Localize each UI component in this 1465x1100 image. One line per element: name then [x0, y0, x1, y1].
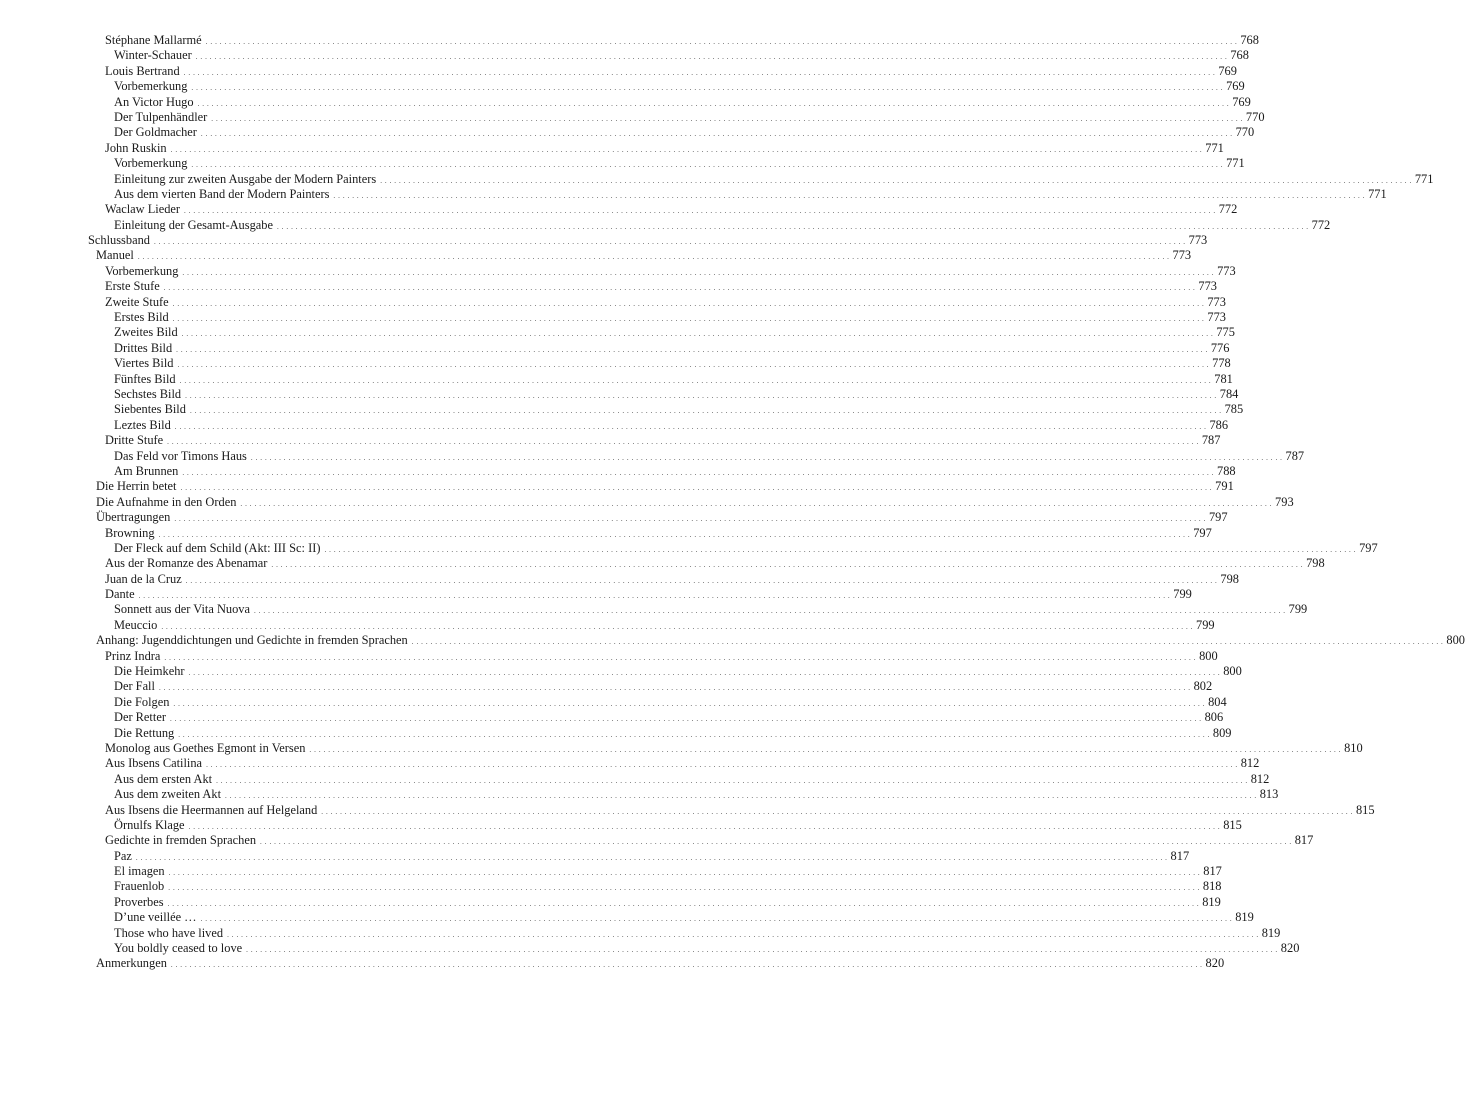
- toc-entry: [0, 479, 1234, 494]
- toc-entry: [0, 310, 1226, 325]
- toc-entry: [0, 510, 1228, 525]
- toc-entry-page-number: 797: [1208, 510, 1228, 525]
- toc-entry-title: John Ruskin: [105, 140, 167, 155]
- dot-leader: . . . . . . . . . . . . . . . . . . . . . . . . . . . . . . . . . . . . . . . . . . . . . . . . . . . . . . . . . . . . . . . . . . . . . . . . . . . . . . . . . . . . . . . . . . . . . . . . . . . . . . . . . . . . . . . . . . . . . . . . . . . . . . . . . . . . . . . . . . . . . . . . . . . . . . . . . . . . . . . . . . . . . . . . . . . . . . . . . . . . . . . . . . . . . . . . . . . . . . . . . . . . . . . . . . . . . . . . . . . .: [181, 330, 1214, 339]
- toc-entry-page-number: 769: [1232, 94, 1251, 109]
- toc-entry-page-number: 798: [1306, 556, 1325, 571]
- toc-entry-page-number: 770: [1235, 125, 1255, 140]
- toc-entry-title: Dante: [105, 587, 135, 602]
- toc-entry: [0, 833, 1314, 848]
- toc-entry-title: Meuccio: [114, 617, 158, 632]
- dot-leader: . . . . . . . . . . . . . . . . . . . . . . . . . . . . . . . . . . . . . . . . . . . . . . . . . . . . . . . . . . . . . . . . . . . . . . . . . . . . . . . . . . . . . . . . . . . . . . . . . . . . . . . . . . . . . . . . . . . . . . . . . . . . . . . . . . . . . . . . . . . . . . . . . . . . . . . . . . . . . . . . . . . . . . . . . . . . . . . . . . . . . . . . . . . . . . . . . . . . . . . . . . . . . . . . . . . . . . . . . . . .: [191, 84, 1224, 93]
- toc-entry-page-number: 815: [1355, 802, 1375, 817]
- toc-entry: [0, 140, 1224, 156]
- toc-entry: [0, 33, 1259, 48]
- toc-entry-page-number: 768: [1230, 48, 1249, 63]
- toc-entry-title: Anmerkungen: [96, 956, 167, 971]
- toc-entry-page-number: 818: [1202, 879, 1222, 894]
- toc-entry-title: Manuel: [96, 248, 134, 263]
- toc-entry-page-number: 770: [1245, 109, 1265, 124]
- toc-entry-page-number: 768: [1240, 33, 1259, 47]
- dot-leader: . . . . . . . . . . . . . . . . . . . . . . . . . . . . . . . . . . . . . . . . . . . . . . . . . . . . . . . . . . . . . . . . . . . . . . . . . . . . . . . . . . . . . . . . . . . . . . . . . . . . . . . . . . . . . . . . . . . . . . . . . . . . . . . . . . . . . . . . . . . . . . . . . . . . . . . . . . . . . . . . . . . . . . . . . . . . . . . . . . . . . . . . . . . . . . . . . . . . . . . . . . . . . . . . . . . . . . . . . . . .: [189, 407, 1222, 416]
- toc-entry-page-number: 820: [1205, 956, 1225, 971]
- toc-entry-title: Browning: [105, 525, 155, 540]
- toc-entry-page-number: 817: [1294, 833, 1314, 848]
- toc-entry: [0, 879, 1222, 894]
- toc-entry: [0, 740, 1363, 756]
- toc-entry-page-number: 802: [1193, 679, 1213, 694]
- toc-entry-title: Aus dem ersten Akt: [114, 771, 213, 786]
- toc-entry-page-number: 800: [1223, 664, 1242, 679]
- toc-entry-page-number: 817: [1170, 848, 1190, 863]
- toc-entry-page-number: 799: [1196, 617, 1215, 632]
- toc-entry-page-number: 771: [1414, 171, 1434, 186]
- dot-leader: . . . . . . . . . . . . . . . . . . . . . . . . . . . . . . . . . . . . . . . . . . . . . . . . . . . . . . . . . . . . . . . . . . . . . . . . . . . . . . . . . . . . . . . . . . . . . . . . . . . . . . . . . . . . . . . . . . . . . . . . . . . . . . . . . . . . . . . . . . . . . . . . . . . . . . . . . . . . . . . . . . . . . . . . . . . . . . . . . . . . . . . . . . . . . . . . . . . . . . . . . . . . . . . . . . . . . . . . . . . .: [206, 761, 1238, 770]
- dot-leader: . . . . . . . . . . . . . . . . . . . . . . . . . . . . . . . . . . . . . . . . . . . . . . . . . . . . . . . . . . . . . . . . . . . . . . . . . . . . . . . . . . . . . . . . . . . . . . . . . . . . . . . . . . . . . . . . . . . . . . . . . . . . . . . . . . . . . . . . . . . . . . . . . . . . . . . . . . . . . . . . . . . . . . . . . . . . . . . . . . . . . . . . . . . . . . . . . . . . . . . . . . . . . . . . . . . . . . . . . . . .: [168, 869, 1201, 878]
- toc-entry-title: Der Retter: [114, 710, 166, 725]
- toc-entry: [0, 263, 1236, 279]
- dot-leader: . . . . . . . . . . . . . . . . . . . . . . . . . . . . . . . . . . . . . . . . . . . . . . . . . . . . . . . . . . . . . . . . . . . . . . . . . . . . . . . . . . . . . . . . . . . . . . . . . . . . . . . . . . . . . . . . . . . . . . . . . . . . . . . . . . . . . . . . . . . . . . . . . . . . . . . . . . . . . . . . . . . . . . . . . . . . . . . . . . . . . . . . . . . . . . . . . . . . . . . . . . . . . . . . . . . . . . . . . . . .: [216, 776, 1248, 785]
- toc-entry: [0, 294, 1226, 310]
- toc-entry-page-number: 781: [1214, 371, 1233, 386]
- toc-entry: [0, 386, 1239, 402]
- dot-leader: . . . . . . . . . . . . . . . . . . . . . . . . . . . . . . . . . . . . . . . . . . . . . . . . . . . . . . . . . . . . . . . . . . . . . . . . . . . . . . . . . . . . . . . . . . . . . . . . . . . . . . . . . . . . . . . . . . . . . . . . . . . . . . . . . . . . . . . . . . . . . . . . . . . . . . . . . . . . . . . . . . . . . . . . . . . . . . . . . . . . . . . . . . . . . . . . . . . . . . . . . . . . . . . . . . . . . . . . . . . .: [200, 915, 1233, 924]
- toc-entry-title: Aus Ibsens Catilina: [105, 756, 203, 771]
- dot-leader: . . . . . . . . . . . . . . . . . . . . . . . . . . . . . . . . . . . . . . . . . . . . . . . . . . . . . . . . . . . . . . . . . . . . . . . . . . . . . . . . . . . . . . . . . . . . . . . . . . . . . . . . . . . . . . . . . . . . . . . . . . . . . . . . . . . . . . . . . . . . . . . . . . . . . . . . . . . . . . . . . . . . . . . . . . . . . . . . . . . . . . . . . . . . . . . . . . . . . . . . . . . . . . . . . . . . . . . . . . . .: [185, 576, 1218, 585]
- dot-leader: . . . . . . . . . . . . . . . . . . . . . . . . . . . . . . . . . . . . . . . . . . . . . . . . . . . . . . . . . . . . . . . . . . . . . . . . . . . . . . . . . . . . . . . . . . . . . . . . . . . . . . . . . . . . . . . . . . . . . . . . . . . . . . . . . . . . . . . . . . . . . . . . . . . . . . . . . . . . . . . . . . . . . . . . . . . . . . . . . . . . . . . . . . . . . . . . . . . . . . . . . . . . . . . . . . . . . . . . . . . .: [188, 822, 1221, 831]
- dot-leader: . . . . . . . . . . . . . . . . . . . . . . . . . . . . . . . . . . . . . . . . . . . . . . . . . . . . . . . . . . . . . . . . . . . . . . . . . . . . . . . . . . . . . . . . . . . . . . . . . . . . . . . . . . . . . . . . . . . . . . . . . . . . . . . . . . . . . . . . . . . . . . . . . . . . . . . . . . . . . . . . . . . . . . . . . . . . . . . . . . . . . . . . . . . . . . . . . . . . . . . . . . . . . . . . . . . . . . . . . . . .: [200, 130, 1233, 139]
- toc-entry-title: Leztes Bild: [114, 417, 171, 432]
- toc-entry-title: D’une veillée …: [114, 910, 197, 925]
- toc-entry: [0, 617, 1215, 633]
- toc-entry-page-number: 769: [1218, 63, 1237, 78]
- dot-leader: . . . . . . . . . . . . . . . . . . . . . . . . . . . . . . . . . . . . . . . . . . . . . . . . . . . . . . . . . . . . . . . . . . . . . . . . . . . . . . . . . . . . . . . . . . . . . . . . . . . . . . . . . . . . . . . . . . . . . . . . . . . . . . . . . . . . . . . . . . . . . . . . . . . . . . . . . . . . . . . . . . . . . . . . . . . . . . . . . . . . . . . . . . . . . . . . . . . . . . . . . . . . . . . . . . . . . . . . . . . .: [211, 114, 1243, 123]
- toc-entry-title: El imagen: [114, 864, 165, 879]
- toc-entry-page-number: 771: [1226, 156, 1245, 171]
- toc-entry: [0, 79, 1245, 94]
- toc-entry-title: Der Fleck auf dem Schild (Akt: III Sc: II): [114, 540, 321, 555]
- toc-entry-title: Vorbemerkung: [105, 263, 179, 278]
- toc-entry-title: Dritte Stufe: [105, 433, 164, 448]
- dot-leader: . . . . . . . . . . . . . . . . . . . . . . . . . . . . . . . . . . . . . . . . . . . . . . . . . . . . . . . . . . . . . . . . . . . . . . . . . . . . . . . . . . . . . . . . . . . . . . . . . . . . . . . . . . . . . . . . . . . . . . . . . . . . . . . . . . . . . . . . . . . . . . . . . . . . . . . . . . . . . . . . . . . . . . . . . . . . . . . . . . . . . . . . . . . . . . . . . . . . . . . . . . . . . . . . . . . . . . . . . . . .: [197, 99, 1230, 108]
- toc-entry-page-number: 797: [1359, 540, 1378, 555]
- toc-entry-page-number: 788: [1217, 463, 1236, 478]
- dot-leader: . . . . . . . . . . . . . . . . . . . . . . . . . . . . . . . . . . . . . . . . . . . . . . . . . . . . . . . . . . . . . . . . . . . . . . . . . . . . . . . . . . . . . . . . . . . . . . . . . . . . . . . . . . . . . . . . . . . . . . . . . . . . . . . . . . . . . . . . . . . . . . . . . . . . . . . . . . . . . . . . . . . . . . . . . . . . . . . . . . . . . . . . . . . . . . . . . . . . . . . . . . . . . . . . . . . . . . . . . . . .: [176, 345, 1208, 354]
- dot-leader: . . . . . . . . . . . . . . . . . . . . . . . . . . . . . . . . . . . . . . . . . . . . . . . . . . . . . . . . . . . . . . . . . . . . . . . . . . . . . . . . . . . . . . . . . . . . . . . . . . . . . . . . . . . . . . . . . . . . . . . . . . . . . . . . . . . . . . . . . . . . . . . . . . . . . . . . . . . . . . . . . . . . . . . . . . . . . . . . . . . . . . . . . . . . . . . . . . . . . . . . . . . . . . . . . . . . . . . . . . . .: [172, 315, 1205, 324]
- toc-entry-title: Die Heimkehr: [114, 664, 185, 679]
- dot-leader: . . . . . . . . . . . . . . . . . . . . . . . . . . . . . . . . . . . . . . . . . . . . . . . . . . . . . . . . . . . . . . . . . . . . . . . . . . . . . . . . . . . . . . . . . . . . . . . . . . . . . . . . . . . . . . . . . . . . . . . . . . . . . . . . . . . . . . . . . . . . . . . . . . . . . . . . . . . . . . . . . . . . . . . . . . . . . . . . . . . . . . . . . . . . . . . . . . . . . . . . . . . . . . . . . . . . . . . . . . . .: [173, 699, 1206, 708]
- dot-leader: . . . . . . . . . . . . . . . . . . . . . . . . . . . . . . . . . . . . . . . . . . . . . . . . . . . . . . . . . . . . . . . . . . . . . . . . . . . . . . . . . . . . . . . . . . . . . . . . . . . . . . . . . . . . . . . . . . . . . . . . . . . . . . . . . . . . . . . . . . . . . . . . . . . . . . . . . . . . . . . . . . . . . . . . . . . . . . . . . . . . . . . . . . . . . . . . . . . . . . . . . . . . . . . . . . . . . . . . . . . .: [167, 438, 1199, 447]
- dot-leader: . . . . . . . . . . . . . . . . . . . . . . . . . . . . . . . . . . . . . . . . . . . . . . . . . . . . . . . . . . . . . . . . . . . . . . . . . . . . . . . . . . . . . . . . . . . . . . . . . . . . . . . . . . . . . . . . . . . . . . . . . . . . . . . . . . . . . . . . . . . . . . . . . . . . . . . . . . . . . . . . . . . . . . . . . . . . . . . . . . . . . . . . . . . . . . . . . . . . . . . . . . . . . . . . . . . . . . . . . . . .: [324, 545, 1357, 554]
- toc-entry: [0, 525, 1212, 541]
- toc-entry-page-number: 800: [1446, 633, 1465, 648]
- dot-leader: . . . . . . . . . . . . . . . . . . . . . . . . . . . . . . . . . . . . . . . . . . . . . . . . . . . . . . . . . . . . . . . . . . . . . . . . . . . . . . . . . . . . . . . . . . . . . . . . . . . . . . . . . . . . . . . . . . . . . . . . . . . . . . . . . . . . . . . . . . . . . . . . . . . . . . . . . . . . . . . . . . . . . . . . . . . . . . . . . . . . . . . . . . . . . . . . . . . . . . . . . . . . . . . . . . . . . . . . . . . .: [240, 499, 1273, 508]
- toc-entry-title: Das Feld vor Timons Haus: [114, 448, 247, 463]
- toc-entry-page-number: 810: [1344, 740, 1363, 755]
- toc-entry-page-number: 804: [1208, 694, 1227, 709]
- toc-entry-title: Schlussband: [88, 233, 150, 248]
- dot-leader: . . . . . . . . . . . . . . . . . . . . . . . . . . . . . . . . . . . . . . . . . . . . . . . . . . . . . . . . . . . . . . . . . . . . . . . . . . . . . . . . . . . . . . . . . . . . . . . . . . . . . . . . . . . . . . . . . . . . . . . . . . . . . . . . . . . . . . . . . . . . . . . . . . . . . . . . . . . . . . . . . . . . . . . . . . . . . . . . . . . . . . . . . . . . . . . . . . . . . . . . . . . . . . . . . . . . . . . . . . . .: [170, 961, 1203, 970]
- toc-entry-title: Aus der Romanze des Abenamar: [105, 556, 268, 571]
- toc-entry-page-number: 820: [1280, 941, 1300, 956]
- toc-entry-page-number: 773: [1207, 294, 1226, 309]
- dot-leader: . . . . . . . . . . . . . . . . . . . . . . . . . . . . . . . . . . . . . . . . . . . . . . . . . . . . . . . . . . . . . . . . . . . . . . . . . . . . . . . . . . . . . . . . . . . . . . . . . . . . . . . . . . . . . . . . . . . . . . . . . . . . . . . . . . . . . . . . . . . . . . . . . . . . . . . . . . . . . . . . . . . . . . . . . . . . . . . . . . . . . . . . . . . . . . . . . . . . . . . . . . . . . . . . . . . . . . . . . . . .: [250, 453, 1283, 462]
- dot-leader: . . . . . . . . . . . . . . . . . . . . . . . . . . . . . . . . . . . . . . . . . . . . . . . . . . . . . . . . . . . . . . . . . . . . . . . . . . . . . . . . . . . . . . . . . . . . . . . . . . . . . . . . . . . . . . . . . . . . . . . . . . . . . . . . . . . . . . . . . . . . . . . . . . . . . . . . . . . . . . . . . . . . . . . . . . . . . . . . . . . . . . . . . . . . . . . . . . . . . . . . . . . . . . . . . . . . . . . . . . . .: [177, 361, 1210, 370]
- dot-leader: . . . . . . . . . . . . . . . . . . . . . . . . . . . . . . . . . . . . . . . . . . . . . . . . . . . . . . . . . . . . . . . . . . . . . . . . . . . . . . . . . . . . . . . . . . . . . . . . . . . . . . . . . . . . . . . . . . . . . . . . . . . . . . . . . . . . . . . . . . . . . . . . . . . . . . . . . . . . . . . . . . . . . . . . . . . . . . . . . . . . . . . . . . . . . . . . . . . . . . . . . . . . . . . . . . . . . . . . . . . .: [195, 53, 1228, 62]
- toc-entry-title: Fünftes Bild: [114, 371, 176, 386]
- toc-entry-title: Am Brunnen: [114, 463, 179, 478]
- dot-leader: . . . . . . . . . . . . . . . . . . . . . . . . . . . . . . . . . . . . . . . . . . . . . . . . . . . . . . . . . . . . . . . . . . . . . . . . . . . . . . . . . . . . . . . . . . . . . . . . . . . . . . . . . . . . . . . . . . . . . . . . . . . . . . . . . . . . . . . . . . . . . . . . . . . . . . . . . . . . . . . . . . . . . . . . . . . . . . . . . . . . . . . . . . . . . . . . . . . . . . . . . . . . . . . . . . . . . . . . . . . .: [172, 299, 1205, 308]
- toc-entry-page-number: 784: [1219, 386, 1239, 401]
- dot-leader: . . . . . . . . . . . . . . . . . . . . . . . . . . . . . . . . . . . . . . . . . . . . . . . . . . . . . . . . . . . . . . . . . . . . . . . . . . . . . . . . . . . . . . . . . . . . . . . . . . . . . . . . . . . . . . . . . . . . . . . . . . . . . . . . . . . . . . . . . . . . . . . . . . . . . . . . . . . . . . . . . . . . . . . . . . . . . . . . . . . . . . . . . . . . . . . . . . . . . . . . . . . . . . . . . . . . . . . . . . . .: [260, 838, 1292, 847]
- toc-entry: [0, 864, 1222, 879]
- dot-leader: . . . . . . . . . . . . . . . . . . . . . . . . . . . . . . . . . . . . . . . . . . . . . . . . . . . . . . . . . . . . . . . . . . . . . . . . . . . . . . . . . . . . . . . . . . . . . . . . . . . . . . . . . . . . . . . . . . . . . . . . . . . . . . . . . . . . . . . . . . . . . . . . . . . . . . . . . . . . . . . . . . . . . . . . . . . . . . . . . . . . . . . . . . . . . . . . . . . . . . . . . . . . . . . . . . . . . . . . . . . .: [182, 468, 1215, 477]
- toc-entry: [0, 556, 1325, 571]
- toc-entry-title: Those who have lived: [114, 925, 224, 940]
- toc-entry-page-number: 817: [1203, 864, 1222, 879]
- dot-leader: . . . . . . . . . . . . . . . . . . . . . . . . . . . . . . . . . . . . . . . . . . . . . . . . . . . . . . . . . . . . . . . . . . . . . . . . . . . . . . . . . . . . . . . . . . . . . . . . . . . . . . . . . . . . . . . . . . . . . . . . . . . . . . . . . . . . . . . . . . . . . . . . . . . . . . . . . . . . . . . . . . . . . . . . . . . . . . . . . . . . . . . . . . . . . . . . . . . . . . . . . . . . . . . . . . . . . . . . . . . .: [135, 853, 1168, 862]
- toc-entry-page-number: 787: [1201, 433, 1221, 448]
- toc-entry-page-number: 773: [1188, 233, 1208, 248]
- toc-entry: [0, 925, 1281, 941]
- dot-leader: . . . . . . . . . . . . . . . . . . . . . . . . . . . . . . . . . . . . . . . . . . . . . . . . . . . . . . . . . . . . . . . . . . . . . . . . . . . . . . . . . . . . . . . . . . . . . . . . . . . . . . . . . . . . . . . . . . . . . . . . . . . . . . . . . . . . . . . . . . . . . . . . . . . . . . . . . . . . . . . . . . . . . . . . . . . . . . . . . . . . . . . . . . . . . . . . . . . . . . . . . . . . . . . . . . . . . . . . . . . .: [161, 622, 1194, 631]
- toc-entry: [0, 325, 1235, 340]
- dot-leader: . . . . . . . . . . . . . . . . . . . . . . . . . . . . . . . . . . . . . . . . . . . . . . . . . . . . . . . . . . . . . . . . . . . . . . . . . . . . . . . . . . . . . . . . . . . . . . . . . . . . . . . . . . . . . . . . . . . . . . . . . . . . . . . . . . . . . . . . . . . . . . . . . . . . . . . . . . . . . . . . . . . . . . . . . . . . . . . . . . . . . . . . . . . . . . . . . . . . . . . . . . . . . . . . . . . . . . . . . . . .: [321, 807, 1353, 816]
- dot-leader: . . . . . . . . . . . . . . . . . . . . . . . . . . . . . . . . . . . . . . . . . . . . . . . . . . . . . . . . . . . . . . . . . . . . . . . . . . . . . . . . . . . . . . . . . . . . . . . . . . . . . . . . . . . . . . . . . . . . . . . . . . . . . . . . . . . . . . . . . . . . . . . . . . . . . . . . . . . . . . . . . . . . . . . . . . . . . . . . . . . . . . . . . . . . . . . . . . . . . . . . . . . . . . . . . . . . . . . . . . . .: [205, 38, 1238, 46]
- toc-entry: [0, 433, 1221, 448]
- dot-leader: . . . . . . . . . . . . . . . . . . . . . . . . . . . . . . . . . . . . . . . . . . . . . . . . . . . . . . . . . . . . . . . . . . . . . . . . . . . . . . . . . . . . . . . . . . . . . . . . . . . . . . . . . . . . . . . . . . . . . . . . . . . . . . . . . . . . . . . . . . . . . . . . . . . . . . . . . . . . . . . . . . . . . . . . . . . . . . . . . . . . . . . . . . . . . . . . . . . . . . . . . . . . . . . . . . . . . . . . . . . .: [158, 684, 1191, 693]
- toc-entry: [0, 894, 1221, 910]
- toc-entry: [0, 125, 1255, 140]
- toc-entry: [0, 602, 1308, 617]
- dot-leader: . . . . . . . . . . . . . . . . . . . . . . . . . . . . . . . . . . . . . . . . . . . . . . . . . . . . . . . . . . . . . . . . . . . . . . . . . . . . . . . . . . . . . . . . . . . . . . . . . . . . . . . . . . . . . . . . . . . . . . . . . . . . . . . . . . . . . . . . . . . . . . . . . . . . . . . . . . . . . . . . . . . . . . . . . . . . . . . . . . . . . . . . . . . . . . . . . . . . . . . . . . . . . . . . . . . . . . . . . . . .: [225, 792, 1257, 801]
- toc-entry-title: Waclaw Lieder: [105, 202, 181, 217]
- dot-leader: . . . . . . . . . . . . . . . . . . . . . . . . . . . . . . . . . . . . . . . . . . . . . . . . . . . . . . . . . . . . . . . . . . . . . . . . . . . . . . . . . . . . . . . . . . . . . . . . . . . . . . . . . . . . . . . . . . . . . . . . . . . . . . . . . . . . . . . . . . . . . . . . . . . . . . . . . . . . . . . . . . . . . . . . . . . . . . . . . . . . . . . . . . . . . . . . . . . . . . . . . . . . . . . . . . . . . . . . . . . .: [182, 268, 1215, 277]
- toc-entry-title: Vorbemerkung: [114, 79, 188, 94]
- toc-entry-page-number: 819: [1261, 925, 1281, 940]
- toc-entry-row: [96, 956, 1225, 973]
- toc-entry-title: Prinz Indra: [105, 648, 161, 663]
- toc-entry: [0, 402, 1244, 417]
- toc-entry: [0, 710, 1224, 725]
- toc-entry: [0, 956, 1225, 971]
- toc-entry-title: Zweite Stufe: [105, 294, 169, 309]
- dot-leader: . . . . . . . . . . . . . . . . . . . . . . . . . . . . . . . . . . . . . . . . . . . . . . . . . . . . . . . . . . . . . . . . . . . . . . . . . . . . . . . . . . . . . . . . . . . . . . . . . . . . . . . . . . . . . . . . . . . . . . . . . . . . . . . . . . . . . . . . . . . . . . . . . . . . . . . . . . . . . . . . . . . . . . . . . . . . . . . . . . . . . . . . . . . . . . . . . . . . . . . . . . . . . . . . . . . . . . . . . . . .: [168, 884, 1200, 893]
- toc-entry: [0, 340, 1230, 356]
- dot-leader: . . . . . . . . . . . . . . . . . . . . . . . . . . . . . . . . . . . . . . . . . . . . . . . . . . . . . . . . . . . . . . . . . . . . . . . . . . . . . . . . . . . . . . . . . . . . . . . . . . . . . . . . . . . . . . . . . . . . . . . . . . . . . . . . . . . . . . . . . . . . . . . . . . . . . . . . . . . . . . . . . . . . . . . . . . . . . . . . . . . . . . . . . . . . . . . . . . . . . . . . . . . . . . . . . . . . . . . . . . . .: [169, 715, 1202, 724]
- toc-entry: [0, 817, 1242, 833]
- toc-entry-title: You boldly ceased to love: [114, 941, 243, 956]
- dot-leader: . . . . . . . . . . . . . . . . . . . . . . . . . . . . . . . . . . . . . . . . . . . . . . . . . . . . . . . . . . . . . . . . . . . . . . . . . . . . . . . . . . . . . . . . . . . . . . . . . . . . . . . . . . . . . . . . . . . . . . . . . . . . . . . . . . . . . . . . . . . . . . . . . . . . . . . . . . . . . . . . . . . . . . . . . . . . . . . . . . . . . . . . . . . . . . . . . . . . . . . . . . . . . . . . . . . . . . . . . . . .: [170, 145, 1203, 154]
- toc-entry: [0, 371, 1233, 387]
- dot-leader: . . . . . . . . . . . . . . . . . . . . . . . . . . . . . . . . . . . . . . . . . . . . . . . . . . . . . . . . . . . . . . . . . . . . . . . . . . . . . . . . . . . . . . . . . . . . . . . . . . . . . . . . . . . . . . . . . . . . . . . . . . . . . . . . . . . . . . . . . . . . . . . . . . . . . . . . . . . . . . . . . . . . . . . . . . . . . . . . . . . . . . . . . . . . . . . . . . . . . . . . . . . . . . . . . . . . . . . . . . . .: [178, 730, 1210, 739]
- toc-entry: [0, 540, 1378, 556]
- dot-leader: . . . . . . . . . . . . . . . . . . . . . . . . . . . . . . . . . . . . . . . . . . . . . . . . . . . . . . . . . . . . . . . . . . . . . . . . . . . . . . . . . . . . . . . . . . . . . . . . . . . . . . . . . . . . . . . . . . . . . . . . . . . . . . . . . . . . . . . . . . . . . . . . . . . . . . . . . . . . . . . . . . . . . . . . . . . . . . . . . . . . . . . . . . . . . . . . . . . . . . . . . . . . . . . . . . . . . . . . . . . .: [174, 515, 1206, 524]
- toc-entry-page-number: 786: [1209, 417, 1229, 432]
- toc-entry: [0, 802, 1375, 818]
- toc-entry: [0, 771, 1270, 787]
- dot-leader: . . . . . . . . . . . . . . . . . . . . . . . . . . . . . . . . . . . . . . . . . . . . . . . . . . . . . . . . . . . . . . . . . . . . . . . . . . . . . . . . . . . . . . . . . . . . . . . . . . . . . . . . . . . . . . . . . . . . . . . . . . . . . . . . . . . . . . . . . . . . . . . . . . . . . . . . . . . . . . . . . . . . . . . . . . . . . . . . . . . . . . . . . . . . . . . . . . . . . . . . . . . . . . . . . . . . . . . . . . . .: [411, 638, 1444, 647]
- toc-entry-page-number: 771: [1368, 186, 1387, 201]
- dot-leader: . . . . . . . . . . . . . . . . . . . . . . . . . . . . . . . . . . . . . . . . . . . . . . . . . . . . . . . . . . . . . . . . . . . . . . . . . . . . . . . . . . . . . . . . . . . . . . . . . . . . . . . . . . . . . . . . . . . . . . . . . . . . . . . . . . . . . . . . . . . . . . . . . . . . . . . . . . . . . . . . . . . . . . . . . . . . . . . . . . . . . . . . . . . . . . . . . . . . . . . . . . . . . . . . . . . . . . . . . . . .: [137, 253, 1170, 262]
- toc-entry-title: Die Herrin betet: [96, 479, 177, 494]
- dot-leader: . . . . . . . . . . . . . . . . . . . . . . . . . . . . . . . . . . . . . . . . . . . . . . . . . . . . . . . . . . . . . . . . . . . . . . . . . . . . . . . . . . . . . . . . . . . . . . . . . . . . . . . . . . . . . . . . . . . . . . . . . . . . . . . . . . . . . . . . . . . . . . . . . . . . . . . . . . . . . . . . . . . . . . . . . . . . . . . . . . . . . . . . . . . . . . . . . . . . . . . . . . . . . . . . . . . . . . . . . . . .: [185, 391, 1217, 400]
- toc-entry: [0, 156, 1245, 171]
- toc-entry-page-number: 772: [1311, 217, 1331, 232]
- dot-leader: . . . . . . . . . . . . . . . . . . . . . . . . . . . . . . . . . . . . . . . . . . . . . . . . . . . . . . . . . . . . . . . . . . . . . . . . . . . . . . . . . . . . . . . . . . . . . . . . . . . . . . . . . . . . . . . . . . . . . . . . . . . . . . . . . . . . . . . . . . . . . . . . . . . . . . . . . . . . . . . . . . . . . . . . . . . . . . . . . . . . . . . . . . . . . . . . . . . . . . . . . . . . . . . . . . . . . . . . . . . .: [174, 422, 1207, 431]
- toc-entry: [0, 725, 1232, 741]
- toc-entry-title: Anhang: Jugenddichtungen und Gedichte in fremden Sprachen: [96, 633, 408, 648]
- toc-entry-title: Erste Stufe: [105, 279, 160, 294]
- toc-entry: [0, 587, 1192, 602]
- toc-entry: [0, 279, 1217, 294]
- toc-entry-page-number: 799: [1288, 602, 1308, 617]
- toc-entry: [0, 356, 1231, 371]
- toc-entry-page-number: 775: [1216, 325, 1235, 340]
- toc-entry-title: Siebentes Bild: [114, 402, 186, 417]
- toc-entry: [0, 171, 1434, 187]
- toc-entry-page-number: 771: [1205, 140, 1224, 155]
- toc-entry-page-number: 800: [1199, 648, 1218, 663]
- toc-entry-title: Aus dem vierten Band der Modern Painters: [114, 186, 330, 201]
- toc-entry-page-number: 773: [1217, 263, 1236, 278]
- toc-entry-title: Zweites Bild: [114, 325, 178, 340]
- toc-entry-page-number: 797: [1193, 525, 1212, 540]
- toc-entry-page-number: 819: [1235, 910, 1254, 925]
- dot-leader: . . . . . . . . . . . . . . . . . . . . . . . . . . . . . . . . . . . . . . . . . . . . . . . . . . . . . . . . . . . . . . . . . . . . . . . . . . . . . . . . . . . . . . . . . . . . . . . . . . . . . . . . . . . . . . . . . . . . . . . . . . . . . . . . . . . . . . . . . . . . . . . . . . . . . . . . . . . . . . . . . . . . . . . . . . . . . . . . . . . . . . . . . . . . . . . . . . . . . . . . . . . . . . . . . . . . . . . . . . . .: [180, 484, 1213, 493]
- toc-entry: [0, 648, 1218, 664]
- dot-leader: . . . . . . . . . . . . . . . . . . . . . . . . . . . . . . . . . . . . . . . . . . . . . . . . . . . . . . . . . . . . . . . . . . . . . . . . . . . . . . . . . . . . . . . . . . . . . . . . . . . . . . . . . . . . . . . . . . . . . . . . . . . . . . . . . . . . . . . . . . . . . . . . . . . . . . . . . . . . . . . . . . . . . . . . . . . . . . . . . . . . . . . . . . . . . . . . . . . . . . . . . . . . . . . . . . . . . . . . . . . .: [188, 669, 1221, 678]
- toc-entry-title: Einleitung der Gesamt-Ausgabe: [114, 217, 273, 232]
- toc-entry: [0, 679, 1213, 694]
- toc-entry: [0, 787, 1279, 802]
- toc-entry-title: An Victor Hugo: [114, 94, 194, 109]
- toc-entry-page-number: 798: [1220, 571, 1239, 586]
- dot-leader: . . . . . . . . . . . . . . . . . . . . . . . . . . . . . . . . . . . . . . . . . . . . . . . . . . . . . . . . . . . . . . . . . . . . . . . . . . . . . . . . . . . . . . . . . . . . . . . . . . . . . . . . . . . . . . . . . . . . . . . . . . . . . . . . . . . . . . . . . . . . . . . . . . . . . . . . . . . . . . . . . . . . . . . . . . . . . . . . . . . . . . . . . . . . . . . . . . . . . . . . . . . . . . . . . . . . . . . . . . . .: [163, 284, 1196, 293]
- toc-entry-page-number: 791: [1215, 479, 1234, 494]
- toc-entry: [0, 664, 1242, 679]
- toc-entry: [0, 941, 1300, 956]
- toc-entry: [0, 48, 1249, 63]
- toc-entry: [0, 848, 1190, 864]
- toc-entry-title: Die Folgen: [114, 694, 170, 709]
- toc-entry-page-number: 778: [1212, 356, 1231, 371]
- toc-entry-title: Der Fall: [114, 679, 155, 694]
- toc-entry-title: Die Rettung: [114, 725, 175, 740]
- toc-entry-page-number: 813: [1259, 787, 1279, 802]
- dot-leader: . . . . . . . . . . . . . . . . . . . . . . . . . . . . . . . . . . . . . . . . . . . . . . . . . . . . . . . . . . . . . . . . . . . . . . . . . . . . . . . . . . . . . . . . . . . . . . . . . . . . . . . . . . . . . . . . . . . . . . . . . . . . . . . . . . . . . . . . . . . . . . . . . . . . . . . . . . . . . . . . . . . . . . . . . . . . . . . . . . . . . . . . . . . . . . . . . . . . . . . . . . . . . . . . . . . . . . . . . . . .: [246, 946, 1278, 955]
- toc-entry: [0, 109, 1265, 125]
- toc-entry: [0, 248, 1192, 263]
- toc-entry: [0, 186, 1387, 202]
- toc-entry-title: Der Tulpenhändler: [114, 109, 208, 124]
- toc-entry-title: Gedichte in fremden Sprachen: [105, 833, 257, 848]
- toc-entry-title: Viertes Bild: [114, 356, 174, 371]
- toc-entry-title: Louis Bertrand: [105, 63, 180, 78]
- toc-entry-page-number: 809: [1212, 725, 1232, 740]
- dot-leader: . . . . . . . . . . . . . . . . . . . . . . . . . . . . . . . . . . . . . . . . . . . . . . . . . . . . . . . . . . . . . . . . . . . . . . . . . . . . . . . . . . . . . . . . . . . . . . . . . . . . . . . . . . . . . . . . . . . . . . . . . . . . . . . . . . . . . . . . . . . . . . . . . . . . . . . . . . . . . . . . . . . . . . . . . . . . . . . . . . . . . . . . . . . . . . . . . . . . . . . . . . . . . . . . . . . . . . . . . . . .: [191, 161, 1224, 170]
- toc-entry-title: Stéphane Mallarmé: [105, 33, 202, 47]
- toc-entry: [0, 463, 1236, 479]
- toc-entry-title: Der Goldmacher: [114, 125, 197, 140]
- toc-entry-title: Paz: [114, 848, 132, 863]
- toc-entry-page-number: 793: [1275, 494, 1294, 509]
- dot-leader: . . . . . . . . . . . . . . . . . . . . . . . . . . . . . . . . . . . . . . . . . . . . . . . . . . . . . . . . . . . . . . . . . . . . . . . . . . . . . . . . . . . . . . . . . . . . . . . . . . . . . . . . . . . . . . . . . . . . . . . . . . . . . . . . . . . . . . . . . . . . . . . . . . . . . . . . . . . . . . . . . . . . . . . . . . . . . . . . . . . . . . . . . . . . . . . . . . . . . . . . . . . . . . . . . . . . . . . . . . . .: [158, 530, 1191, 539]
- dot-leader: . . . . . . . . . . . . . . . . . . . . . . . . . . . . . . . . . . . . . . . . . . . . . . . . . . . . . . . . . . . . . . . . . . . . . . . . . . . . . . . . . . . . . . . . . . . . . . . . . . . . . . . . . . . . . . . . . . . . . . . . . . . . . . . . . . . . . . . . . . . . . . . . . . . . . . . . . . . . . . . . . . . . . . . . . . . . . . . . . . . . . . . . . . . . . . . . . . . . . . . . . . . . . . . . . . . . . . . . . . . .: [276, 222, 1309, 231]
- dot-leader: . . . . . . . . . . . . . . . . . . . . . . . . . . . . . . . . . . . . . . . . . . . . . . . . . . . . . . . . . . . . . . . . . . . . . . . . . . . . . . . . . . . . . . . . . . . . . . . . . . . . . . . . . . . . . . . . . . . . . . . . . . . . . . . . . . . . . . . . . . . . . . . . . . . . . . . . . . . . . . . . . . . . . . . . . . . . . . . . . . . . . . . . . . . . . . . . . . . . . . . . . . . . . . . . . . . . . . . . . . . .: [179, 376, 1212, 385]
- dot-leader: . . . . . . . . . . . . . . . . . . . . . . . . . . . . . . . . . . . . . . . . . . . . . . . . . . . . . . . . . . . . . . . . . . . . . . . . . . . . . . . . . . . . . . . . . . . . . . . . . . . . . . . . . . . . . . . . . . . . . . . . . . . . . . . . . . . . . . . . . . . . . . . . . . . . . . . . . . . . . . . . . . . . . . . . . . . . . . . . . . . . . . . . . . . . . . . . . . . . . . . . . . . . . . . . . . . . . . . . . . . .: [254, 607, 1286, 616]
- dot-leader: . . . . . . . . . . . . . . . . . . . . . . . . . . . . . . . . . . . . . . . . . . . . . . . . . . . . . . . . . . . . . . . . . . . . . . . . . . . . . . . . . . . . . . . . . . . . . . . . . . . . . . . . . . . . . . . . . . . . . . . . . . . . . . . . . . . . . . . . . . . . . . . . . . . . . . . . . . . . . . . . . . . . . . . . . . . . . . . . . . . . . . . . . . . . . . . . . . . . . . . . . . . . . . . . . . . . . . . . . . . .: [167, 899, 1200, 908]
- toc-entry: [0, 756, 1260, 771]
- toc-entry: [0, 571, 1239, 587]
- dot-leader: . . . . . . . . . . . . . . . . . . . . . . . . . . . . . . . . . . . . . . . . . . . . . . . . . . . . . . . . . . . . . . . . . . . . . . . . . . . . . . . . . . . . . . . . . . . . . . . . . . . . . . . . . . . . . . . . . . . . . . . . . . . . . . . . . . . . . . . . . . . . . . . . . . . . . . . . . . . . . . . . . . . . . . . . . . . . . . . . . . . . . . . . . . . . . . . . . . . . . . . . . . . . . . . . . . . . . . . . . . . .: [309, 745, 1342, 754]
- toc-entry: [0, 694, 1227, 710]
- toc-entry: [0, 417, 1229, 433]
- dot-leader: . . . . . . . . . . . . . . . . . . . . . . . . . . . . . . . . . . . . . . . . . . . . . . . . . . . . . . . . . . . . . . . . . . . . . . . . . . . . . . . . . . . . . . . . . . . . . . . . . . . . . . . . . . . . . . . . . . . . . . . . . . . . . . . . . . . . . . . . . . . . . . . . . . . . . . . . . . . . . . . . . . . . . . . . . . . . . . . . . . . . . . . . . . . . . . . . . . . . . . . . . . . . . . . . . . . . . . . . . . . .: [333, 191, 1366, 200]
- dot-leader: . . . . . . . . . . . . . . . . . . . . . . . . . . . . . . . . . . . . . . . . . . . . . . . . . . . . . . . . . . . . . . . . . . . . . . . . . . . . . . . . . . . . . . . . . . . . . . . . . . . . . . . . . . . . . . . . . . . . . . . . . . . . . . . . . . . . . . . . . . . . . . . . . . . . . . . . . . . . . . . . . . . . . . . . . . . . . . . . . . . . . . . . . . . . . . . . . . . . . . . . . . . . . . . . . . . . . . . . . . . .: [380, 176, 1412, 185]
- toc-entry-title: Frauenlob: [114, 879, 165, 894]
- toc-entry-title: Proverbes: [114, 894, 164, 909]
- toc-entry-page-number: 772: [1218, 202, 1238, 217]
- toc-entry-page-number: 787: [1285, 448, 1305, 463]
- toc-entry: [0, 217, 1331, 233]
- toc-entry-title: Einleitung zur zweiten Ausgabe der Modern Painters: [114, 171, 377, 186]
- toc-entry-page-number: 806: [1204, 710, 1224, 725]
- toc-entry-page-number: 769: [1226, 79, 1245, 94]
- toc-entry-page-number: 812: [1240, 756, 1260, 771]
- toc-entry-page-number: 773: [1207, 310, 1226, 325]
- toc-entry-title: Örnulfs Klage: [114, 817, 185, 832]
- dot-leader: . . . . . . . . . . . . . . . . . . . . . . . . . . . . . . . . . . . . . . . . . . . . . . . . . . . . . . . . . . . . . . . . . . . . . . . . . . . . . . . . . . . . . . . . . . . . . . . . . . . . . . . . . . . . . . . . . . . . . . . . . . . . . . . . . . . . . . . . . . . . . . . . . . . . . . . . . . . . . . . . . . . . . . . . . . . . . . . . . . . . . . . . . . . . . . . . . . . . . . . . . . . . . . . . . . . . . . . . . . . .: [227, 930, 1259, 939]
- toc-entry: [0, 202, 1238, 217]
- toc-entry-title: Juan de la Cruz: [105, 571, 182, 586]
- toc-entry-title: Die Aufnahme in den Orden: [96, 494, 237, 509]
- toc-entry-page-number: 812: [1250, 771, 1270, 786]
- toc-entry-title: Erstes Bild: [114, 310, 169, 325]
- toc-entry-title: Aus dem zweiten Akt: [114, 787, 222, 802]
- toc-entry-page-number: 785: [1224, 402, 1244, 417]
- toc-entry: [0, 633, 1465, 648]
- dot-leader: . . . . . . . . . . . . . . . . . . . . . . . . . . . . . . . . . . . . . . . . . . . . . . . . . . . . . . . . . . . . . . . . . . . . . . . . . . . . . . . . . . . . . . . . . . . . . . . . . . . . . . . . . . . . . . . . . . . . . . . . . . . . . . . . . . . . . . . . . . . . . . . . . . . . . . . . . . . . . . . . . . . . . . . . . . . . . . . . . . . . . . . . . . . . . . . . . . . . . . . . . . . . . . . . . . . . . . . . . . . .: [164, 653, 1197, 662]
- toc-entry: [0, 494, 1294, 510]
- toc-entry-page-number: 773: [1172, 248, 1192, 263]
- toc-entry-page-number: 815: [1223, 817, 1242, 832]
- toc-entry: [0, 448, 1305, 464]
- dot-leader: . . . . . . . . . . . . . . . . . . . . . . . . . . . . . . . . . . . . . . . . . . . . . . . . . . . . . . . . . . . . . . . . . . . . . . . . . . . . . . . . . . . . . . . . . . . . . . . . . . . . . . . . . . . . . . . . . . . . . . . . . . . . . . . . . . . . . . . . . . . . . . . . . . . . . . . . . . . . . . . . . . . . . . . . . . . . . . . . . . . . . . . . . . . . . . . . . . . . . . . . . . . . . . . . . . . . . . . . . . . .: [184, 207, 1216, 216]
- toc-entry-page-number: 776: [1210, 340, 1230, 355]
- toc-entry-title: Monolog aus Goethes Egmont in Versen: [105, 740, 306, 755]
- table-of-contents: [0, 33, 1465, 972]
- dot-leader: . . . . . . . . . . . . . . . . . . . . . . . . . . . . . . . . . . . . . . . . . . . . . . . . . . . . . . . . . . . . . . . . . . . . . . . . . . . . . . . . . . . . . . . . . . . . . . . . . . . . . . . . . . . . . . . . . . . . . . . . . . . . . . . . . . . . . . . . . . . . . . . . . . . . . . . . . . . . . . . . . . . . . . . . . . . . . . . . . . . . . . . . . . . . . . . . . . . . . . . . . . . . . . . . . . . . . . . . . . . .: [138, 592, 1171, 601]
- toc-entry-page-number: 799: [1173, 587, 1192, 602]
- toc-entry: [0, 94, 1251, 110]
- toc-entry-title: Winter-Schauer: [114, 48, 192, 63]
- toc-entry-page-number: 773: [1198, 279, 1217, 294]
- toc-entry-title: Aus Ibsens die Heermannen auf Helgeland: [105, 802, 318, 817]
- toc-entry-page-number: 819: [1202, 894, 1221, 909]
- toc-entry: [0, 233, 1208, 248]
- dot-leader: . . . . . . . . . . . . . . . . . . . . . . . . . . . . . . . . . . . . . . . . . . . . . . . . . . . . . . . . . . . . . . . . . . . . . . . . . . . . . . . . . . . . . . . . . . . . . . . . . . . . . . . . . . . . . . . . . . . . . . . . . . . . . . . . . . . . . . . . . . . . . . . . . . . . . . . . . . . . . . . . . . . . . . . . . . . . . . . . . . . . . . . . . . . . . . . . . . . . . . . . . . . . . . . . . . . . . . . . . . . .: [153, 238, 1186, 247]
- toc-entry-title: Sonnett aus der Vita Nuova: [114, 602, 250, 617]
- toc-entry-title: Vorbemerkung: [114, 156, 188, 171]
- toc-entry-title: Sechstes Bild: [114, 386, 182, 401]
- toc-entry-title: Übertragungen: [96, 510, 171, 525]
- toc-entry: [0, 63, 1237, 79]
- dot-leader: . . . . . . . . . . . . . . . . . . . . . . . . . . . . . . . . . . . . . . . . . . . . . . . . . . . . . . . . . . . . . . . . . . . . . . . . . . . . . . . . . . . . . . . . . . . . . . . . . . . . . . . . . . . . . . . . . . . . . . . . . . . . . . . . . . . . . . . . . . . . . . . . . . . . . . . . . . . . . . . . . . . . . . . . . . . . . . . . . . . . . . . . . . . . . . . . . . . . . . . . . . . . . . . . . . . . . . . . . . . .: [271, 561, 1304, 570]
- toc-entry-title: Drittes Bild: [114, 340, 173, 355]
- dot-leader: . . . . . . . . . . . . . . . . . . . . . . . . . . . . . . . . . . . . . . . . . . . . . . . . . . . . . . . . . . . . . . . . . . . . . . . . . . . . . . . . . . . . . . . . . . . . . . . . . . . . . . . . . . . . . . . . . . . . . . . . . . . . . . . . . . . . . . . . . . . . . . . . . . . . . . . . . . . . . . . . . . . . . . . . . . . . . . . . . . . . . . . . . . . . . . . . . . . . . . . . . . . . . . . . . . . . . . . . . . . .: [183, 68, 1216, 77]
- toc-entry: [0, 910, 1254, 925]
